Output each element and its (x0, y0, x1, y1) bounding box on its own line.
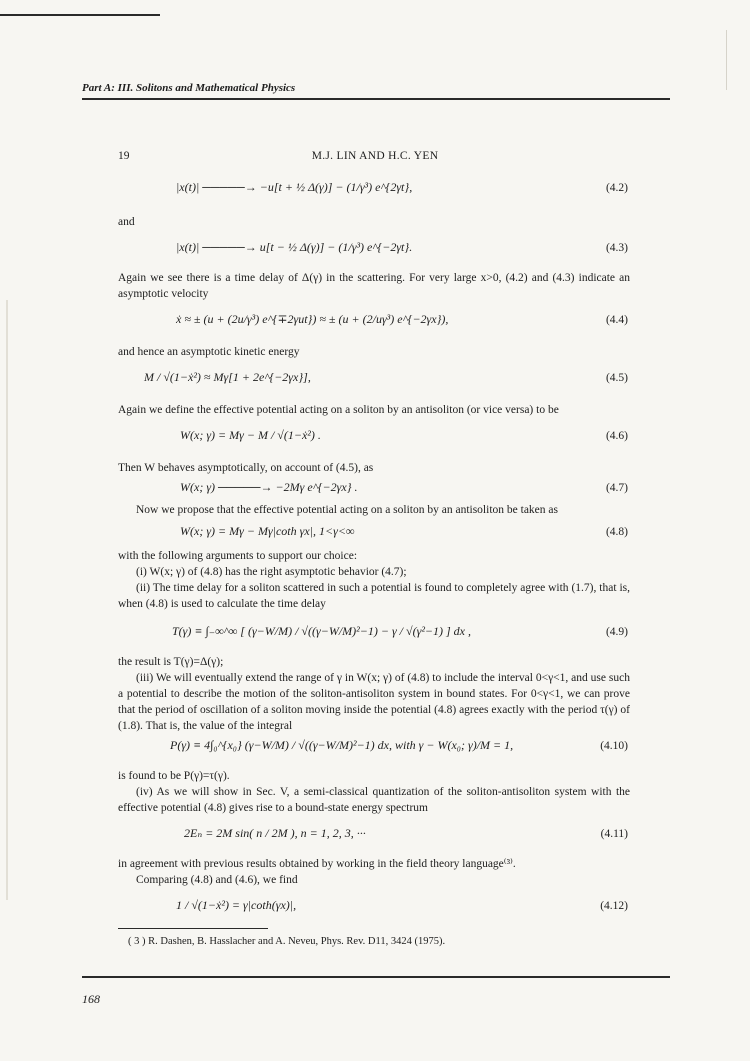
paragraph: Now we propose that the effective potential acting on a soliton by an antisoliton be taken as (136, 504, 558, 516)
paragraph: and hence an asymptotic kinetic energy (118, 346, 300, 358)
paragraph: with the following arguments to support our choice: (118, 550, 358, 562)
equation-4-6: W(x; γ) = Mγ − M / √(1−ẋ²) . (180, 428, 321, 442)
equation-number: (4.6) (605, 430, 628, 442)
equation-4-7: W(x; γ) ─────→ −2Mγ e^{−2γx} . (180, 480, 358, 494)
top-rule (0, 14, 160, 16)
equation-4-9: T(γ) ≡ ∫₋∞^∞ [ (γ−W/M) / √((γ−W/M)²−1) − γ / √(γ²−1) ] dx , (172, 624, 472, 638)
equation-number: (4.3) (605, 242, 628, 254)
equation-number: (4.4) (605, 314, 628, 326)
paragraph: the result is T(γ)=Δ(γ); (118, 656, 224, 668)
paragraph: (iv) As we will show in Sec. V, a semi-classical quantization of the soliton-antisoliton system with the effective potential (4.8) gives rise to a bound-state energy spectrum (118, 786, 630, 814)
paragraph: Then W behaves asymptotically, on account of (4.5), as (118, 462, 374, 474)
equation-4-12: 1 / √(1−ẋ²) = γ|coth(γx)|, (176, 898, 297, 912)
equation-number: (4.7) (605, 482, 628, 494)
paragraph: (ii) The time delay for a soliton scattered in such a potential is found to completely agree with (1.7), that is, when (4.8) is used to calculate the time delay (118, 582, 630, 610)
scan-artifact (6, 300, 8, 900)
paragraph: Comparing (4.8) and (4.6), we find (136, 874, 298, 886)
folio: 168 (82, 992, 100, 1006)
footnote-rule (118, 928, 268, 929)
equation-4-10: P(γ) ≡ 4∫₀^{x₀} (γ−W/M) / √((γ−W/M)²−1) dx, with γ − W(x₀; γ)/M = 1, (170, 738, 514, 752)
equation-number: (4.11) (600, 828, 628, 840)
equation-number: (4.2) (605, 182, 628, 194)
running-head: M.J. LIN AND H.C. YEN (311, 150, 439, 162)
paragraph: is found to be P(γ)=τ(γ). (118, 770, 230, 782)
scan-artifact (726, 30, 727, 90)
equation-number: (4.8) (605, 526, 628, 538)
paragraph: Again we define the effective potential acting on a soliton by an antisoliton (or vice versa) to be (118, 404, 559, 416)
equation-4-5: M / √(1−ẋ²) ≈ Mγ[1 + 2e^{−2γx}], (144, 370, 311, 384)
page-number: 19 (118, 150, 130, 162)
connective-text: and (118, 216, 135, 228)
paragraph: (i) W(x; γ) of (4.8) has the right asymptotic behavior (4.7); (136, 566, 407, 578)
equation-4-11: 2Eₙ = 2M sin( n / 2M ), n = 1, 2, 3, ··· (184, 826, 366, 840)
footnote: ( 3 ) R. Dashen, B. Hasslacher and A. Neveu, Phys. Rev. D11, 3424 (1975). (128, 936, 446, 947)
paragraph: in agreement with previous results obtained by working in the field theory language⁽³⁾. (118, 858, 516, 870)
paragraph: (iii) We will eventually extend the range of γ in W(x; γ) of (4.8) to include the interval 0<γ<1, and use such a potential to describe the motion of the soliton-antisoliton system in bound states. For 0<γ<1, we can prove that the period of oscillation of a soliton moving inside the potential (4.8) agrees exactly with the period τ(γ) of (1.8). That is, the value of the integral (118, 672, 630, 732)
equation-4-8: W(x; γ) = Mγ − Mγ|coth γx|, 1<γ<∞ (180, 524, 355, 538)
section-header: Part A: III. Solitons and Mathematical Physics (82, 82, 296, 94)
equation-4-4: ẋ ≈ ± (u + (2u/γ³) e^{∓2γut}) ≈ ± (u + (2/uγ³) e^{−2γx}), (176, 312, 449, 326)
equation-4-2: |x(t)| ─────→ −u[t + ½ Δ(γ)] − (1/γ³) e^{2γt}, (176, 180, 413, 194)
equation-4-3: |x(t)| ─────→ u[t − ½ Δ(γ)] − (1/γ³) e^{−2γt}. (176, 240, 413, 254)
equation-number: (4.9) (605, 626, 628, 638)
equation-number: (4.5) (605, 372, 628, 384)
footer-rule (82, 976, 670, 978)
header-rule (82, 98, 670, 100)
equation-number: (4.10) (600, 740, 628, 752)
equation-number: (4.12) (600, 900, 628, 912)
paragraph: Again we see there is a time delay of Δ(γ) in the scattering. For very large x>0, (4.2) and (4.3) indicate an asymptotic velocity (118, 272, 630, 300)
